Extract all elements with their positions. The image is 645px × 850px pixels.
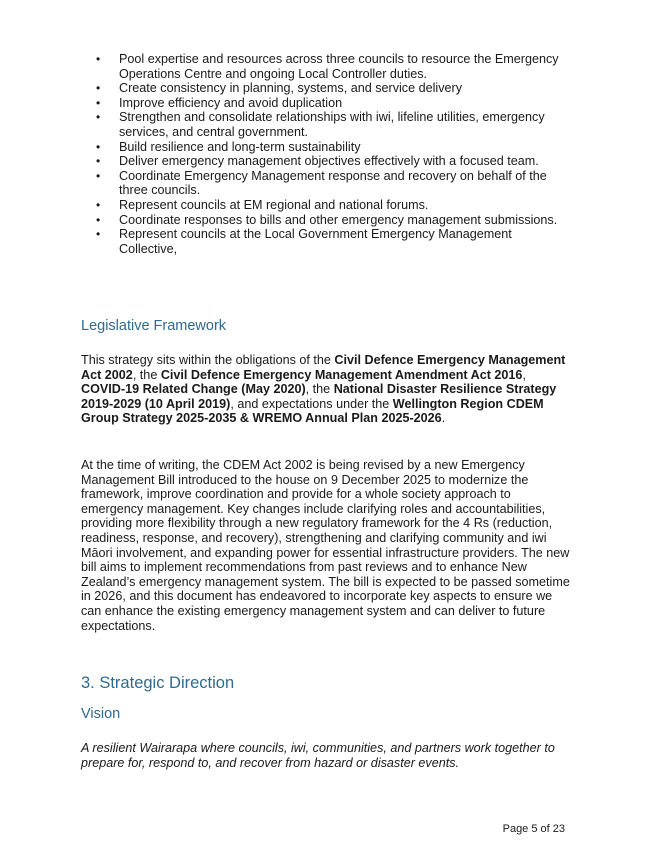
objectives-bullet-list xyxy=(81,52,571,256)
list-item-text: Represent councils at EM regional and national forums. xyxy=(119,197,429,212)
bullet-icon: • xyxy=(96,52,101,66)
list-item-text: Create consistency in planning, systems, and service delivery xyxy=(119,81,462,96)
list-item xyxy=(81,154,571,169)
list-item-text: Pool expertise and resources across three councils to resource the Emergency Operations Centre and ongoing Local Controller duties. xyxy=(119,52,559,81)
list-item-text: Coordinate Emergency Management response and recovery on behalf of the three councils. xyxy=(119,168,547,198)
bullet-icon: • xyxy=(96,212,101,227)
covid-change-ref: COVID-19 Related Change (May 2020) xyxy=(81,382,306,397)
list-item-text: Deliver emergency management objectives effectively with a focused team. xyxy=(119,154,539,169)
bullet-icon: • xyxy=(96,110,101,125)
bullet-icon: • xyxy=(96,81,101,96)
legislative-text-2: , the xyxy=(132,367,161,382)
wellington-cdem-strategy-ref: Wellington Region CDEM Group Strategy 2025-2035 & WREMO Annual Plan 2025-2026 xyxy=(81,396,544,426)
list-item xyxy=(81,198,571,213)
list-item xyxy=(81,96,571,111)
legislative-paragraph xyxy=(81,353,573,426)
bullet-icon: • xyxy=(96,95,101,110)
bullet-icon: • xyxy=(96,227,101,242)
legislative-text-4: , the xyxy=(305,382,334,397)
list-item xyxy=(81,52,571,81)
cdem-amendment-act-ref: Civil Defence Emergency Management Amendment Act 2016 xyxy=(160,367,523,382)
vision-heading: Vision xyxy=(81,706,121,722)
list-item-text: Build resilience and long-term sustainability xyxy=(119,139,361,154)
bullet-icon: • xyxy=(96,197,101,212)
legislative-text-5: , and expectations under the xyxy=(230,396,393,411)
bullet-icon: • xyxy=(96,168,101,183)
legislative-text-6: . xyxy=(441,411,446,426)
ndr-strategy-ref: National Disaster Resilience Strategy 2019-2029 (10 April 2019) xyxy=(81,382,557,411)
list-item xyxy=(81,140,571,155)
page-number: Page 5 of 23 xyxy=(502,823,565,835)
list-item xyxy=(81,81,571,96)
list-item xyxy=(81,227,571,256)
list-item xyxy=(81,169,571,198)
cdem-act-2002-ref: Civil Defence Emergency Management Act 2002 xyxy=(81,353,566,382)
cdem-act-revision-paragraph: At the time of writing, the CDEM Act 2002 is being revised by a new Emergency Management Bill introduced to the house on 9 December 2025 to modernize the framework, improve coordination and provide for a whole society approach to emergency management. Key changes include clarifying roles and accountabilities, providing more flexibility through a new regulatory framework for the 4 Rs (reduction, readiness, response, and recovery), strengthening and clarifying community and iwi Māori involvement, and expanding power for essential infrastructure providers. The new bill aims to implement recommendations from past reviews and to enhance New Zealand’s emergency management system. The bill is expected to be passed sometime in 2026, and this document has endeavored to incorporate key aspects to ensure we can enhance the existing emergency management system and can deliver to future expectations. xyxy=(81,458,570,633)
legislative-text-1: This strategy sits within the obligations of the xyxy=(81,353,335,367)
list-item-text: Represent councils at the Local Government Emergency Management Collective, xyxy=(119,227,512,256)
bullet-icon: • xyxy=(96,139,101,154)
strategic-direction-heading: 3. Strategic Direction xyxy=(81,674,235,692)
list-item-text: Coordinate responses to bills and other emergency management submissions. xyxy=(119,212,558,227)
list-item xyxy=(81,110,571,139)
legislative-text-3: , xyxy=(522,367,526,382)
list-item xyxy=(81,213,571,228)
legislative-framework-heading: Legislative Framework xyxy=(81,318,227,334)
list-item-text: Improve efficiency and avoid duplication xyxy=(119,95,343,110)
bullet-icon: • xyxy=(96,154,101,169)
list-item-text: Strengthen and consolidate relationships with iwi, lifeline utilities, emergency services, and central government. xyxy=(119,110,545,139)
vision-statement: A resilient Wairarapa where councils, iwi, communities, and partners work together to prepare for, respond to, and recover from hazard or disaster events. xyxy=(81,741,555,770)
